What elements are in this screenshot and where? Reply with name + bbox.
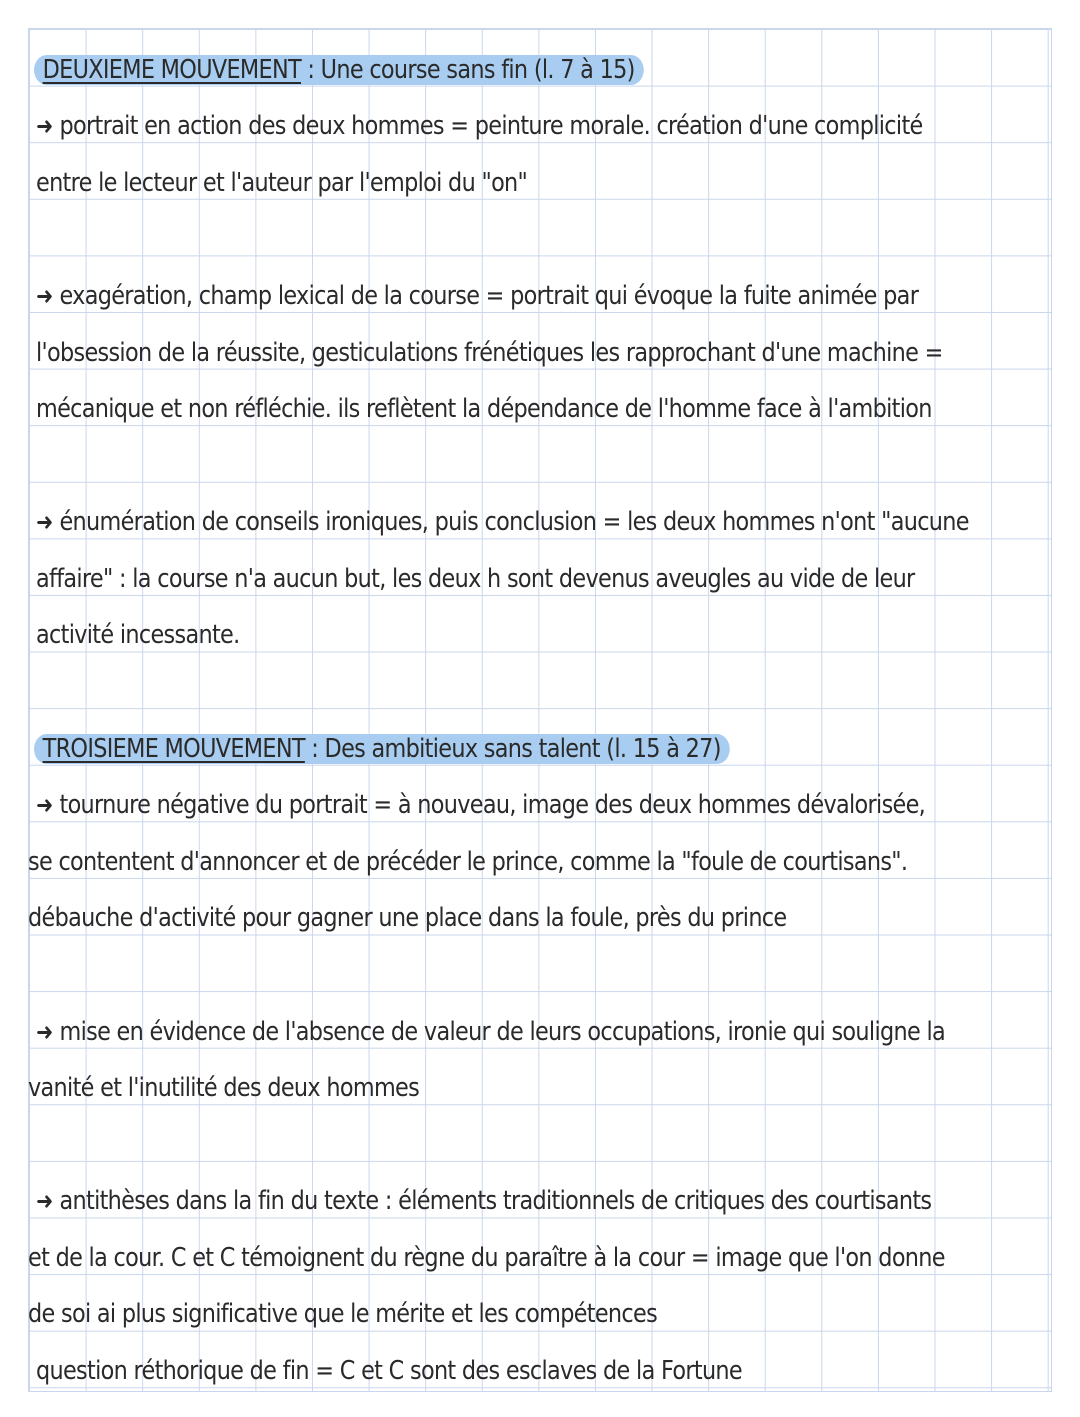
section2-p2-line1: ➜ exagération, champ lexical de la course = portrait qui évoque la fuite animée par — [36, 281, 919, 311]
section2-highlight — [34, 55, 643, 85]
arrow-icon: ➜ — [36, 1018, 53, 1046]
section3-p3-line4: question réthorique de fin = C et C sont des esclaves de la Fortune — [36, 1356, 742, 1386]
arrow-icon: ➜ — [36, 282, 53, 310]
arrow-icon: ➜ — [36, 112, 53, 140]
arrow-icon: ➜ — [36, 508, 53, 536]
arrow-icon: ➜ — [36, 1187, 53, 1215]
section3-p2-line1: ➜ mise en évidence de l'absence de valeur de leurs occupations, ironie qui souligne la — [36, 1017, 945, 1047]
section2-subtitle: : Une course sans fin (l. 7 à 15) — [307, 55, 635, 85]
section2-heading — [34, 50, 643, 90]
section3-p1-line2: se contentent d'annoncer et de précéder le prince, comme la "foule de courtisans". — [28, 847, 908, 877]
section2-p2-line3: mécanique et non réfléchie. ils reflètent la dépendance de l'homme face à l'ambition — [36, 394, 932, 424]
section2-p3-line2: affaire" : la course n'a aucun but, les deux h sont devenus aveugles au vide de leur — [36, 564, 915, 594]
section2-p2-line2: l'obsession de la réussite, gesticulations frénétiques les rapprochant d'une machine = — [36, 338, 943, 368]
section2-p3-line1: ➜ énumération de conseils ironiques, puis conclusion = les deux hommes n'ont "aucune — [36, 507, 969, 537]
section3-highlight — [34, 734, 729, 764]
section3-p2-line2: vanité et l'inutilité des deux hommes — [28, 1073, 420, 1103]
section3-p3-line3: de soi ai plus significative que le mérite et les compétences — [28, 1299, 658, 1329]
section3-heading — [34, 729, 729, 769]
section3-subtitle: : Des ambitieux sans talent (l. 15 à 27) — [311, 734, 721, 764]
section2-p1-line1: ➜ portrait en action des deux hommes = peinture morale. création d'une complicité — [36, 111, 923, 141]
section3-p1-line1: ➜ tournure négative du portrait = à nouveau, image des deux hommes dévalorisée, — [36, 790, 926, 820]
arrow-icon: ➜ — [36, 791, 53, 819]
section2-p3-line3: activité incessante. — [36, 620, 240, 650]
section2-title: DEUXIEME MOUVEMENT — [42, 55, 301, 85]
section3-title: TROISIEME MOUVEMENT — [42, 734, 305, 764]
section3-p1-line3: débauche d'activité pour gagner une place dans la foule, près du prince — [28, 903, 787, 933]
section3-p3-line1: ➜ antithèses dans la fin du texte : éléments traditionnels de critiques des courtisants — [36, 1186, 932, 1216]
section2-p1-line2: entre le lecteur et l'auteur par l'emploi du "on" — [36, 168, 528, 198]
section3-p3-line2: et de la cour. C et C témoignent du règne du paraître à la cour = image que l'on donne — [28, 1243, 945, 1273]
